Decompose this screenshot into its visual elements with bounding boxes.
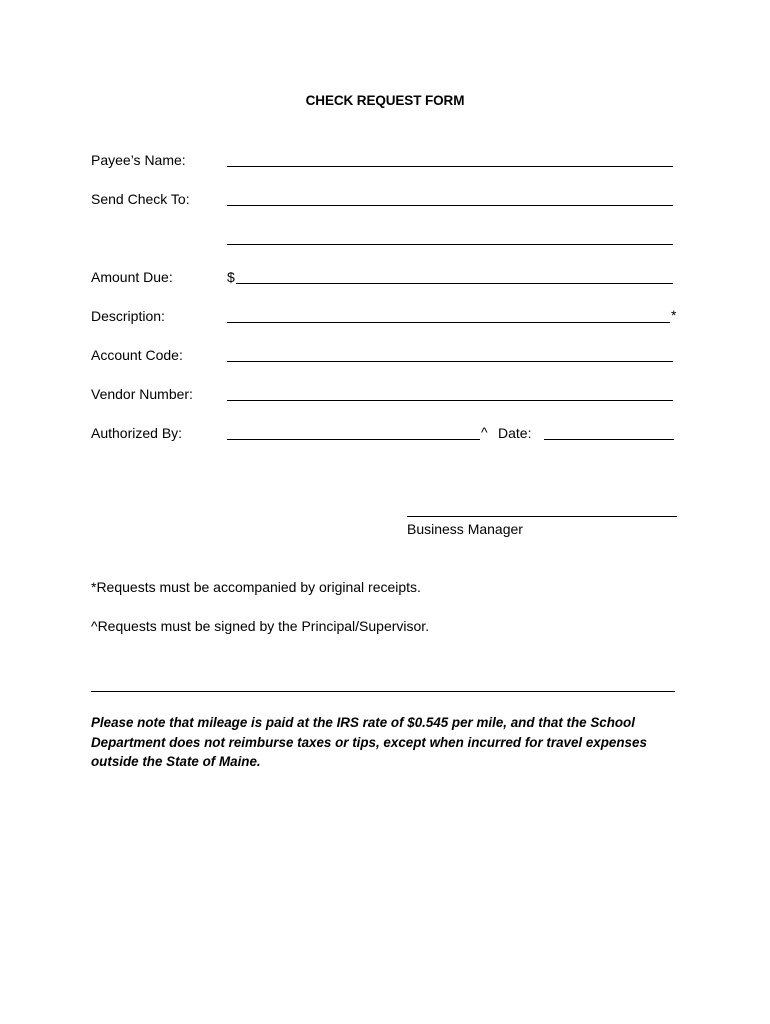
date-line[interactable] bbox=[544, 439, 674, 440]
amount-due-label: Amount Due: bbox=[91, 269, 173, 285]
authorized-caret: ^ bbox=[481, 424, 488, 440]
authorized-by-label: Authorized By: bbox=[91, 425, 183, 441]
signature-note: ^Requests must be signed by the Principal/Supervisor. bbox=[91, 618, 430, 634]
business-manager-signature-line[interactable] bbox=[407, 516, 677, 517]
send-check-to-line-1[interactable] bbox=[227, 205, 673, 206]
amount-dollar-sign: $ bbox=[227, 269, 235, 285]
payee-name-line[interactable] bbox=[227, 166, 673, 167]
vendor-number-line[interactable] bbox=[227, 400, 673, 401]
account-code-line[interactable] bbox=[227, 361, 673, 362]
business-manager-label: Business Manager bbox=[407, 521, 523, 537]
amount-due-line[interactable] bbox=[236, 283, 673, 284]
payee-name-label: Payee’s Name: bbox=[91, 152, 186, 168]
account-code-label: Account Code: bbox=[91, 347, 183, 363]
description-line[interactable] bbox=[227, 322, 670, 323]
description-label: Description: bbox=[91, 308, 165, 324]
vendor-number-label: Vendor Number: bbox=[91, 386, 193, 402]
send-check-to-label: Send Check To: bbox=[91, 191, 190, 207]
form-title: CHECK REQUEST FORM bbox=[305, 93, 465, 108]
date-label: Date: bbox=[498, 425, 532, 441]
divider-line bbox=[91, 691, 675, 692]
authorized-by-line[interactable] bbox=[227, 439, 480, 440]
mileage-note: Please note that mileage is paid at the IRS rate of $0.545 per mile, and that the School Department does not reimburse taxes or tips, except when incurred for travel expenses outside the State of Maine. bbox=[91, 715, 647, 770]
description-asterisk: * bbox=[671, 307, 677, 323]
send-check-to-line-2[interactable] bbox=[227, 244, 673, 245]
receipts-note: *Requests must be accompanied by original receipts. bbox=[91, 579, 421, 595]
